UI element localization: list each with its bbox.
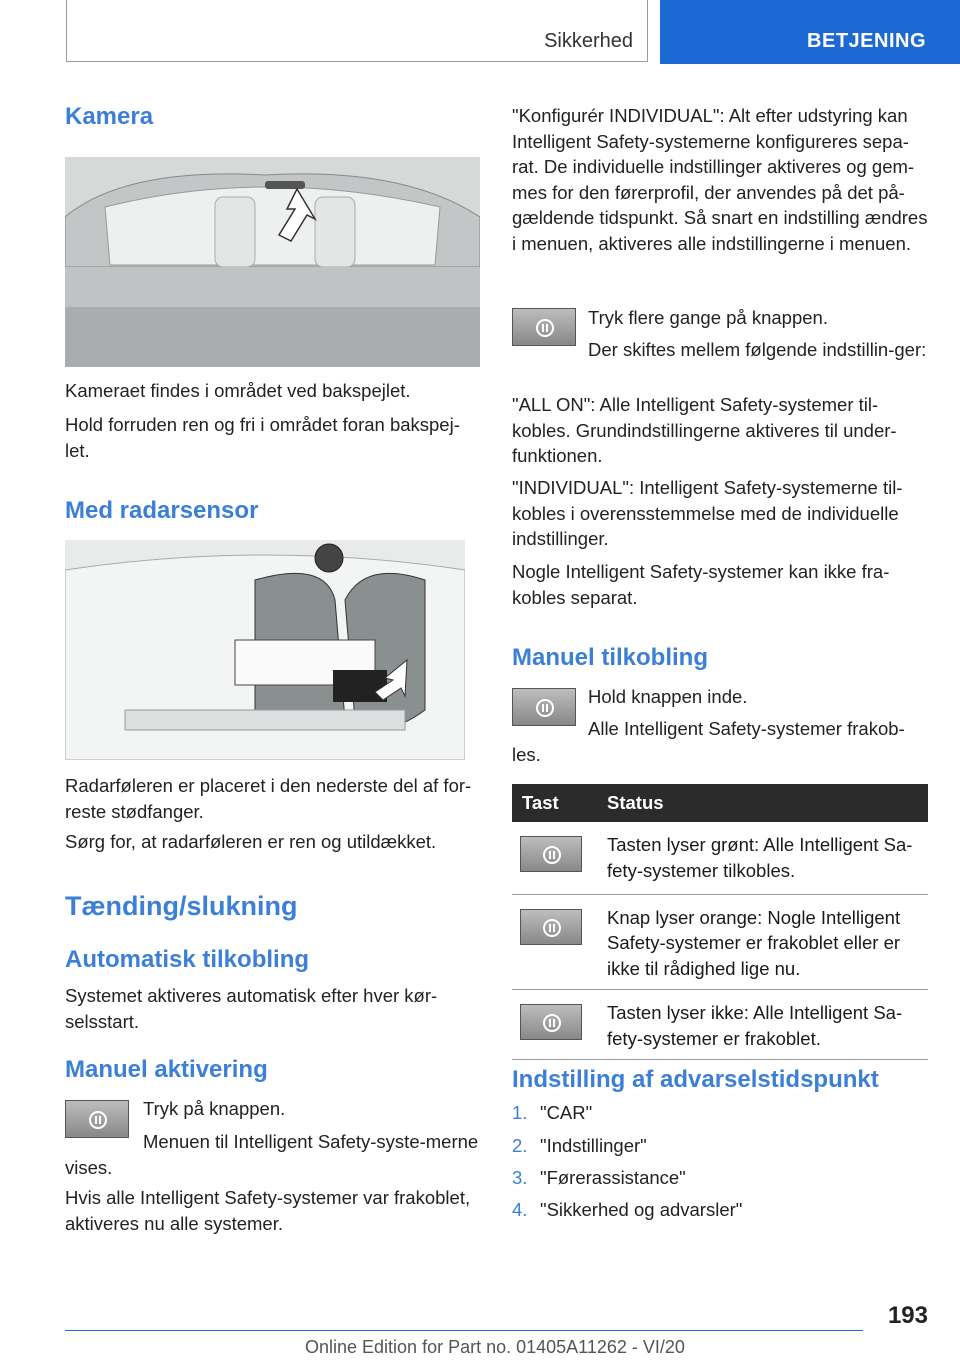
radar-image bbox=[65, 540, 465, 760]
footer-edition: Online Edition for Part no. 01405A11262 - VI/20 bbox=[305, 1337, 685, 1357]
step-text: "CAR" bbox=[540, 1102, 593, 1123]
page-number: 193 bbox=[887, 1302, 928, 1329]
safety-button-icon bbox=[520, 909, 582, 945]
safety-button-icon bbox=[520, 1004, 582, 1040]
kamera-text-2: Hold forruden ren og fri i området foran bakspej-let. bbox=[65, 414, 460, 461]
status-table bbox=[512, 784, 928, 1060]
manual-text-1: Tryk på knappen. bbox=[143, 1098, 286, 1119]
safety-button-icon bbox=[520, 836, 582, 872]
manual-off-text-1: Hold knappen inde. bbox=[588, 686, 748, 707]
allon-text: "ALL ON": Alle Intelligent Safety-systemer til-kobles. Grundindstillingerne aktiveres til under-funktionen. bbox=[512, 394, 897, 466]
radar-text-1: Radarføleren er placeret i den nederste del af for-reste stødfanger. bbox=[65, 775, 472, 822]
manual-off-text-2: Alle Intelligent Safety-systemer frakob-les. bbox=[512, 718, 905, 765]
some-systems-text: Nogle Intelligent Safety-systemer kan ikke fra-kobles separat. bbox=[512, 561, 890, 608]
heading-warning-time: Indstilling af advarselstidspunkt bbox=[512, 1066, 879, 1093]
step-text: "Sikkerhed og advarsler" bbox=[540, 1199, 743, 1220]
step-text: "Førerassistance" bbox=[540, 1167, 686, 1188]
heading-auto: Automatisk tilkobling bbox=[65, 946, 310, 973]
heading-tending: Tænding/slukning bbox=[65, 891, 298, 921]
heading-radar: Med radarsensor bbox=[65, 497, 259, 524]
camera-image bbox=[65, 157, 480, 367]
kamera-text-1: Kameraet findes i området ved bakspejlet. bbox=[65, 380, 411, 401]
manual-text-2: Menuen til Intelligent Safety-syste-merne vises. bbox=[65, 1131, 479, 1178]
individual-text: "Konfigurér INDIVIDUAL": Alt efter udstyring kan Intelligent Safety-systemerne konfigureres sepa-rat. De individuelle indstillinger aktiveres og gem-mes for den førerprofil, der anvendes på det på-gældende tidspunkt. Så snart en indstilling ændres i menuen, aktiveres alle indstillingerne i menuen. bbox=[512, 105, 928, 254]
press-text-1: Tryk flere gange på knappen. bbox=[588, 307, 828, 328]
individual2-text: "INDIVIDUAL": Intelligent Safety-systemerne til-kobles i overensstemmelse med de individuelle indstillinger. bbox=[512, 477, 903, 549]
table-header bbox=[512, 784, 928, 822]
chapter-title: BETJENING bbox=[807, 30, 926, 52]
table-row bbox=[512, 990, 928, 1060]
table-row bbox=[512, 894, 928, 990]
step-number: 3. bbox=[512, 1167, 528, 1188]
manual-text-3: Hvis alle Intelligent Safety-systemer var frakoblet, aktiveres nu alle systemer. bbox=[65, 1187, 471, 1234]
page-header bbox=[66, 0, 960, 64]
step-number: 4. bbox=[512, 1199, 528, 1220]
table-row bbox=[512, 822, 928, 894]
chapter-tab bbox=[660, 0, 960, 64]
radar-text-2: Sørg for, at radarføleren er ren og utildækket. bbox=[65, 831, 437, 852]
status-cell: Tasten lyser ikke: Alle Intelligent Sa-fety-systemer er frakoblet. bbox=[607, 1002, 903, 1049]
heading-kamera: Kamera bbox=[65, 103, 154, 130]
heading-manual-off: Manuel tilkobling bbox=[512, 644, 708, 671]
press-text-2: Der skiftes mellem følgende indstillin-ger: bbox=[588, 339, 927, 360]
key-cell bbox=[512, 990, 607, 1060]
section-tab bbox=[66, 0, 648, 62]
status-cell: Tasten lyser grønt: Alle Intelligent Sa-fety-systemer tilkobles. bbox=[607, 834, 913, 881]
auto-text: Systemet aktiveres automatisk efter hver kør-selsstart. bbox=[65, 985, 438, 1032]
key-cell bbox=[512, 894, 607, 990]
step-text: "Indstillinger" bbox=[540, 1135, 647, 1156]
status-cell: Knap lyser orange: Nogle Intelligent Safety-systemer er frakoblet eller er ikke til rådighed lige nu. bbox=[607, 906, 901, 979]
col-key: Tast bbox=[522, 792, 559, 813]
section-title: Sikkerhed bbox=[544, 30, 633, 52]
footer-divider bbox=[65, 1330, 863, 1331]
step-number: 2. bbox=[512, 1135, 528, 1156]
heading-manual-activation: Manuel aktivering bbox=[65, 1056, 268, 1083]
step-number: 1. bbox=[512, 1102, 528, 1123]
col-status: Status bbox=[607, 792, 664, 813]
key-cell bbox=[512, 822, 607, 894]
